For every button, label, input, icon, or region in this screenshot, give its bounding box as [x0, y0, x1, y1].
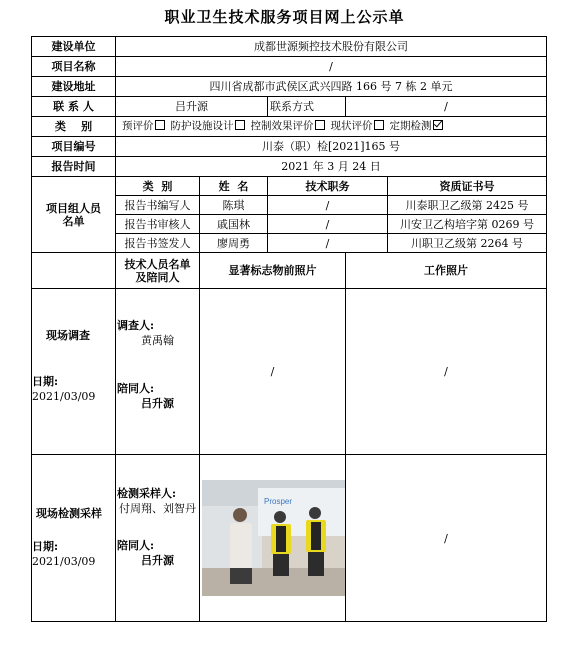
survey-companion-name: 吕升源	[141, 397, 174, 410]
member-title: /	[268, 196, 388, 215]
member-name: 陈琪	[200, 196, 268, 215]
contact-value: 吕升源	[116, 97, 268, 117]
investigator-label: 调查人:	[117, 319, 155, 332]
unit-value: 成都世源频控技术股份有限公司	[116, 37, 547, 57]
project-no-label: 项目编号	[32, 137, 116, 157]
member-title: /	[268, 234, 388, 253]
svg-text:Prosper: Prosper	[264, 497, 293, 506]
team-header-name: 姓 名	[200, 177, 268, 196]
survey-photo-before: /	[200, 289, 346, 455]
site-header-photo-before: 显著标志物前照片	[200, 253, 346, 289]
project-no-value: 川泰（职）检[2021]165 号	[116, 137, 547, 157]
address-label: 建设地址	[32, 77, 116, 97]
team-header-row	[32, 177, 547, 196]
sampling-companion-name: 吕升源	[141, 554, 174, 567]
site-header-staff: 技术人员名单及陪同人	[116, 253, 200, 289]
report-time-label: 报告时间	[32, 157, 116, 177]
team-header-role: 类 别	[116, 177, 200, 196]
sampling-companion-label: 陪同人:	[117, 539, 155, 552]
survey-staff-cell	[116, 289, 200, 455]
team-header-cert: 资质证书号	[388, 177, 547, 196]
sampling-photo-before-cell	[200, 455, 346, 622]
checkbox-protection-design[interactable]	[235, 120, 245, 130]
project-name-label: 项目名称	[32, 57, 116, 77]
team-header-title: 技术职务	[268, 177, 388, 196]
row-report-time	[32, 157, 547, 177]
site-photo	[202, 480, 346, 596]
survey-name: 现场调查	[46, 329, 90, 342]
row-contact	[32, 97, 547, 117]
contact-label: 联 系 人	[32, 97, 116, 117]
checkbox-pre-evaluation[interactable]	[155, 120, 165, 130]
member-name: 戚国林	[200, 215, 268, 234]
checkbox-periodic-detection[interactable]	[433, 120, 443, 130]
member-title: /	[268, 215, 388, 234]
sampler-names: 付周翔、刘智丹	[119, 502, 196, 515]
survey-companion-label: 陪同人:	[117, 382, 155, 395]
sampler-label: 检测采样人:	[117, 487, 177, 500]
sampling-name-cell	[32, 455, 116, 622]
member-cert: 川安卫乙构培字第 0269 号	[388, 215, 547, 234]
unit-label: 建设单位	[32, 37, 116, 57]
member-role: 报告书签发人	[116, 234, 200, 253]
sampling-photo-work: /	[346, 455, 547, 622]
member-cert: 川泰职卫乙级第 2425 号	[388, 196, 547, 215]
sampling-date: 2021/03/09	[32, 555, 96, 568]
row-unit	[32, 37, 547, 57]
category-options	[116, 117, 547, 137]
sampling-staff-cell	[116, 455, 200, 622]
site-photo-image	[202, 480, 346, 596]
address-value: 四川省成都市武侯区武兴四路 166 号 7 栋 2 单元	[116, 77, 547, 97]
member-name: 廖周勇	[200, 234, 268, 253]
team-label: 项目组人员名单	[32, 177, 116, 253]
option-status-evaluation[interactable]: 现状评价	[331, 120, 390, 132]
category-label: 类 别	[32, 117, 116, 137]
site-header-photo-work: 工作照片	[346, 253, 547, 289]
project-name-value: /	[116, 57, 547, 77]
sampling-name: 现场检测采样	[36, 507, 102, 520]
survey-name-cell	[32, 289, 116, 455]
option-pre-evaluation[interactable]: 预评价	[122, 120, 171, 132]
contact-method-value: /	[346, 97, 547, 117]
row-category	[32, 117, 547, 137]
row-project-no	[32, 137, 547, 157]
survey-date-label: 日期:	[32, 375, 59, 388]
option-control-effect[interactable]: 控制效果评价	[251, 120, 331, 132]
site-header-blank	[32, 253, 116, 289]
sampling-row	[32, 455, 547, 622]
report-time-value: 2021 年 3 月 24 日	[116, 157, 547, 177]
checkbox-control-effect[interactable]	[315, 120, 325, 130]
survey-row	[32, 289, 547, 455]
row-address	[32, 77, 547, 97]
option-periodic-detection[interactable]: 定期检测	[390, 120, 449, 132]
survey-photo-work: /	[346, 289, 547, 455]
checkbox-status-evaluation[interactable]	[374, 120, 384, 130]
contact-method-label: 联系方式	[268, 97, 346, 117]
survey-date: 2021/03/09	[32, 390, 96, 403]
member-role: 报告书审核人	[116, 215, 200, 234]
page-title: 职业卫生技术服务项目网上公示单	[164, 8, 405, 26]
sampling-date-label: 日期:	[32, 540, 59, 553]
member-cert: 川职卫乙级第 2264 号	[388, 234, 547, 253]
member-role: 报告书编写人	[116, 196, 200, 215]
row-project-name	[32, 57, 547, 77]
option-protection-design[interactable]: 防护设施设计	[171, 120, 251, 132]
investigator-name: 黄禹翰	[141, 334, 174, 347]
notice-table	[31, 36, 547, 622]
site-header-row	[32, 253, 547, 289]
